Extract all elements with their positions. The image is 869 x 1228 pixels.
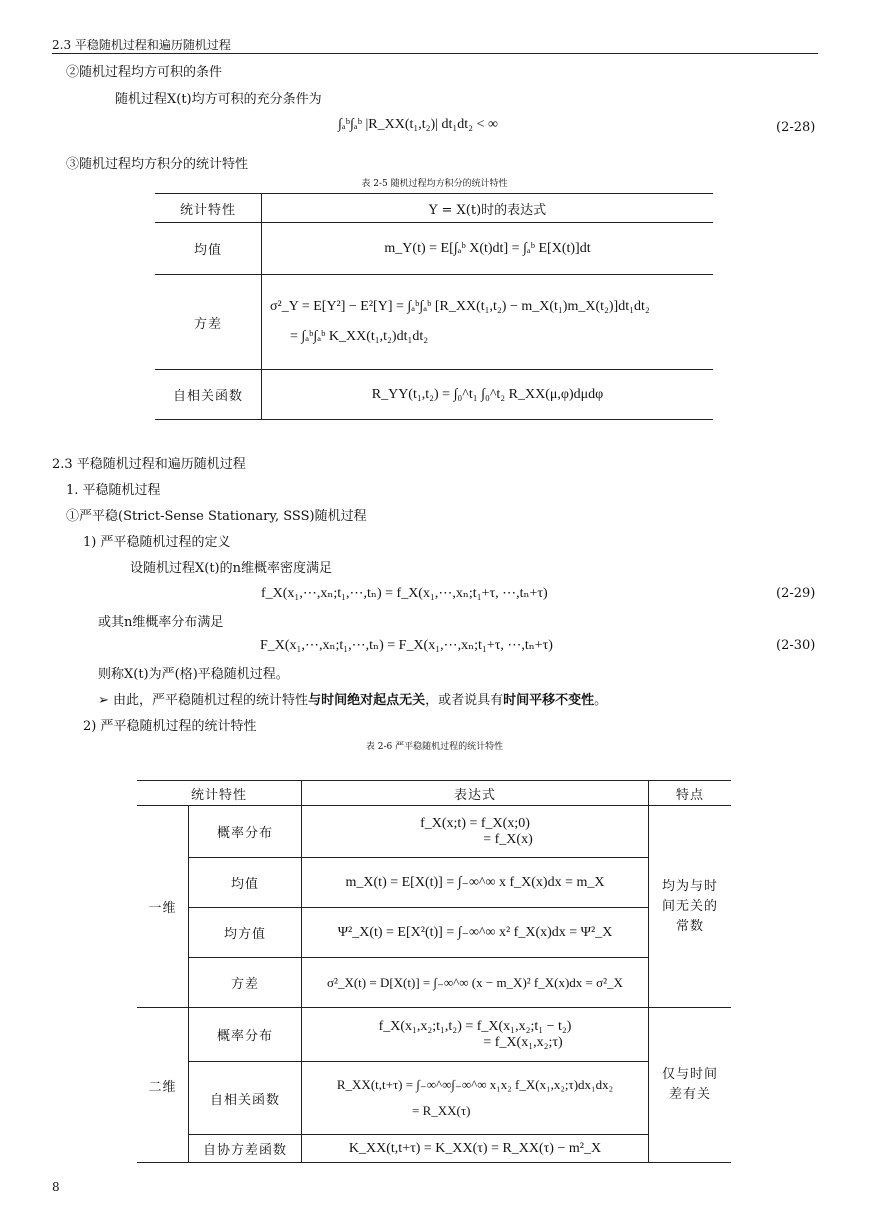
feature-line: 均为与时 bbox=[661, 878, 718, 894]
table-2-6 bbox=[137, 780, 731, 1163]
formula-cell: R_YY(t₁,t₂) = ∫₀^t₁ ∫₀^t₂ R_XX(μ,φ)dμdφ bbox=[262, 370, 714, 420]
table-header-cell: 表达式 bbox=[302, 781, 649, 806]
bullet-text: 由此，严平稳随机过程的统计特性 bbox=[113, 693, 309, 708]
feature-line: 差有关 bbox=[668, 1087, 711, 1102]
bullet-emphasis: 时间平移不变性 bbox=[503, 693, 595, 708]
formula-line: = R_XX(τ) bbox=[412, 1103, 471, 1118]
row-label: 均值 bbox=[155, 223, 262, 275]
row-label: 自相关函数 bbox=[189, 1062, 302, 1135]
feature-line: 间无关的 bbox=[661, 898, 718, 914]
bullet-emphasis: 与时间绝对起点无关 bbox=[308, 693, 426, 708]
equation-number-2-28: (2-28) bbox=[776, 120, 816, 135]
formula-line: = ∫ₐᵇ∫ₐᵇ K_XX(t₁,t₂)dt₁dt₂ bbox=[290, 329, 429, 344]
table-row bbox=[155, 275, 713, 370]
equation-2-28: ∫ₐᵇ∫ₐᵇ |R_XX(t₁,t₂)| dt₁dt₂ < ∞ bbox=[338, 117, 498, 132]
formula-cell bbox=[302, 1062, 649, 1135]
table-row bbox=[137, 858, 731, 908]
table-row bbox=[155, 223, 713, 275]
arrow-bullet-icon: ➢ bbox=[98, 693, 109, 708]
item1-title: ①严平稳(Strict-Sense Stationary, SSS)随机过程 bbox=[66, 509, 367, 524]
feature-cell bbox=[649, 1008, 732, 1163]
formula-cell bbox=[262, 275, 714, 370]
row-label: 自协方差函数 bbox=[189, 1135, 302, 1163]
table-header-cell: 统计特性 bbox=[155, 194, 262, 223]
formula-line: σ²_Y = E[Y²] − E²[Y] = ∫ₐᵇ∫ₐᵇ [R_XX(t₁,t₂) − m_X(t₁)m_X(t₂)]dt₁dt₂ bbox=[270, 299, 650, 314]
running-header: 2.3 平稳随机过程和遍历随机过程 bbox=[52, 38, 231, 52]
formula-line: = f_X(x) bbox=[483, 831, 533, 847]
dimension-label: 一维 bbox=[137, 806, 189, 1008]
row-label: 概率分布 bbox=[189, 806, 302, 858]
bullet-line bbox=[98, 689, 607, 708]
row-label: 方差 bbox=[155, 275, 262, 370]
table-row bbox=[137, 958, 731, 1008]
feature-line: 常数 bbox=[675, 918, 704, 934]
subsection-2-title: 2) 严平稳随机过程的统计特性 bbox=[83, 719, 257, 734]
equation-number-2-30: (2-30) bbox=[776, 638, 816, 653]
formula-line: R_XX(t,t+τ) = ∫₋∞^∞∫₋∞^∞ x₁x₂ f_X(x₁,x₂;τ)dx₁dx₂ bbox=[336, 1077, 614, 1092]
table-row bbox=[137, 806, 731, 858]
bullet-text: ，或者说具有 bbox=[425, 693, 504, 708]
conclusion-text: 则称X(t)为严(格)平稳随机过程。 bbox=[98, 667, 289, 682]
or-text: 或其n维概率分布满足 bbox=[98, 615, 224, 630]
row-label: 方差 bbox=[189, 958, 302, 1008]
table-2-6-caption: 表 2-6 严平稳随机过程的统计特性 bbox=[365, 742, 504, 752]
bullet-text: 。 bbox=[594, 693, 608, 708]
equation-2-30: F_X(x₁,⋯,xₙ;t₁,⋯,tₙ) = F_X(x₁,⋯,xₙ;t₁+τ, ⋯,tₙ+τ) bbox=[260, 638, 553, 653]
subsection-1-title: 1) 严平稳随机过程的定义 bbox=[83, 535, 231, 550]
formula-line: f_X(x₁,x₂;t₁,t₂) = f_X(x₁,x₂;t₁ − t₂) bbox=[378, 1018, 572, 1034]
table-header-row bbox=[137, 781, 731, 806]
row-label: 均方值 bbox=[189, 908, 302, 958]
dimension-label: 二维 bbox=[137, 1008, 189, 1163]
formula-cell: m_Y(t) = E[∫ₐᵇ X(t)dt] = ∫ₐᵇ E[X(t)]dt bbox=[262, 223, 714, 275]
item2-title: ②随机过程均方可积的条件 bbox=[66, 65, 223, 80]
row-label: 自相关函数 bbox=[155, 370, 262, 420]
table-row bbox=[137, 1008, 731, 1062]
item3-title: ③随机过程均方积分的统计特性 bbox=[66, 157, 249, 172]
table-row bbox=[137, 908, 731, 958]
formula-cell bbox=[302, 806, 649, 858]
table-row bbox=[155, 370, 713, 420]
table-header-cell: 特点 bbox=[649, 781, 732, 806]
formula-cell bbox=[302, 1008, 649, 1062]
feature-cell bbox=[649, 806, 732, 1008]
formula-cell: K_XX(t,t+τ) = K_XX(τ) = R_XX(τ) − m²_X bbox=[302, 1135, 649, 1163]
definition-text: 设随机过程X(t)的n维概率密度满足 bbox=[130, 561, 332, 576]
item2-text: 随机过程X(t)均方可积的充分条件为 bbox=[115, 92, 322, 107]
formula-cell: Ψ²_X(t) = E[X²(t)] = ∫₋∞^∞ x² f_X(x)dx = Ψ²_X bbox=[302, 908, 649, 958]
table-row bbox=[137, 1062, 731, 1135]
page-number: 8 bbox=[52, 1180, 60, 1194]
subsection-title: 1. 平稳随机过程 bbox=[66, 483, 161, 498]
table-header-row bbox=[155, 194, 713, 223]
equation-2-29: f_X(x₁,⋯,xₙ;t₁,⋯,tₙ) = f_X(x₁,⋯,xₙ;t₁+τ, ⋯,tₙ+τ) bbox=[261, 586, 548, 601]
header-rule bbox=[52, 53, 818, 54]
table-row bbox=[137, 1135, 731, 1163]
table-2-5-caption: 表 2-5 随机过程均方积分的统计特性 bbox=[361, 179, 508, 189]
table-header-cell: Y = X(t)时的表达式 bbox=[262, 194, 714, 223]
table-2-5 bbox=[155, 193, 713, 420]
section-title: 2.3 平稳随机过程和遍历随机过程 bbox=[52, 457, 246, 472]
row-label: 概率分布 bbox=[189, 1008, 302, 1062]
row-label: 均值 bbox=[189, 858, 302, 908]
formula-line: f_X(x;t) = f_X(x;0) bbox=[420, 815, 530, 831]
formula-cell: m_X(t) = E[X(t)] = ∫₋∞^∞ x f_X(x)dx = m_X bbox=[302, 858, 649, 908]
formula-cell: σ²_X(t) = D[X(t)] = ∫₋∞^∞ (x − m_X)² f_X(x)dx = σ²_X bbox=[302, 958, 649, 1008]
formula-line: = f_X(x₁,x₂;τ) bbox=[483, 1034, 563, 1050]
equation-number-2-29: (2-29) bbox=[776, 586, 816, 601]
feature-line: 仅与时间 bbox=[661, 1067, 718, 1082]
table-header-cell: 统计特性 bbox=[137, 781, 302, 806]
